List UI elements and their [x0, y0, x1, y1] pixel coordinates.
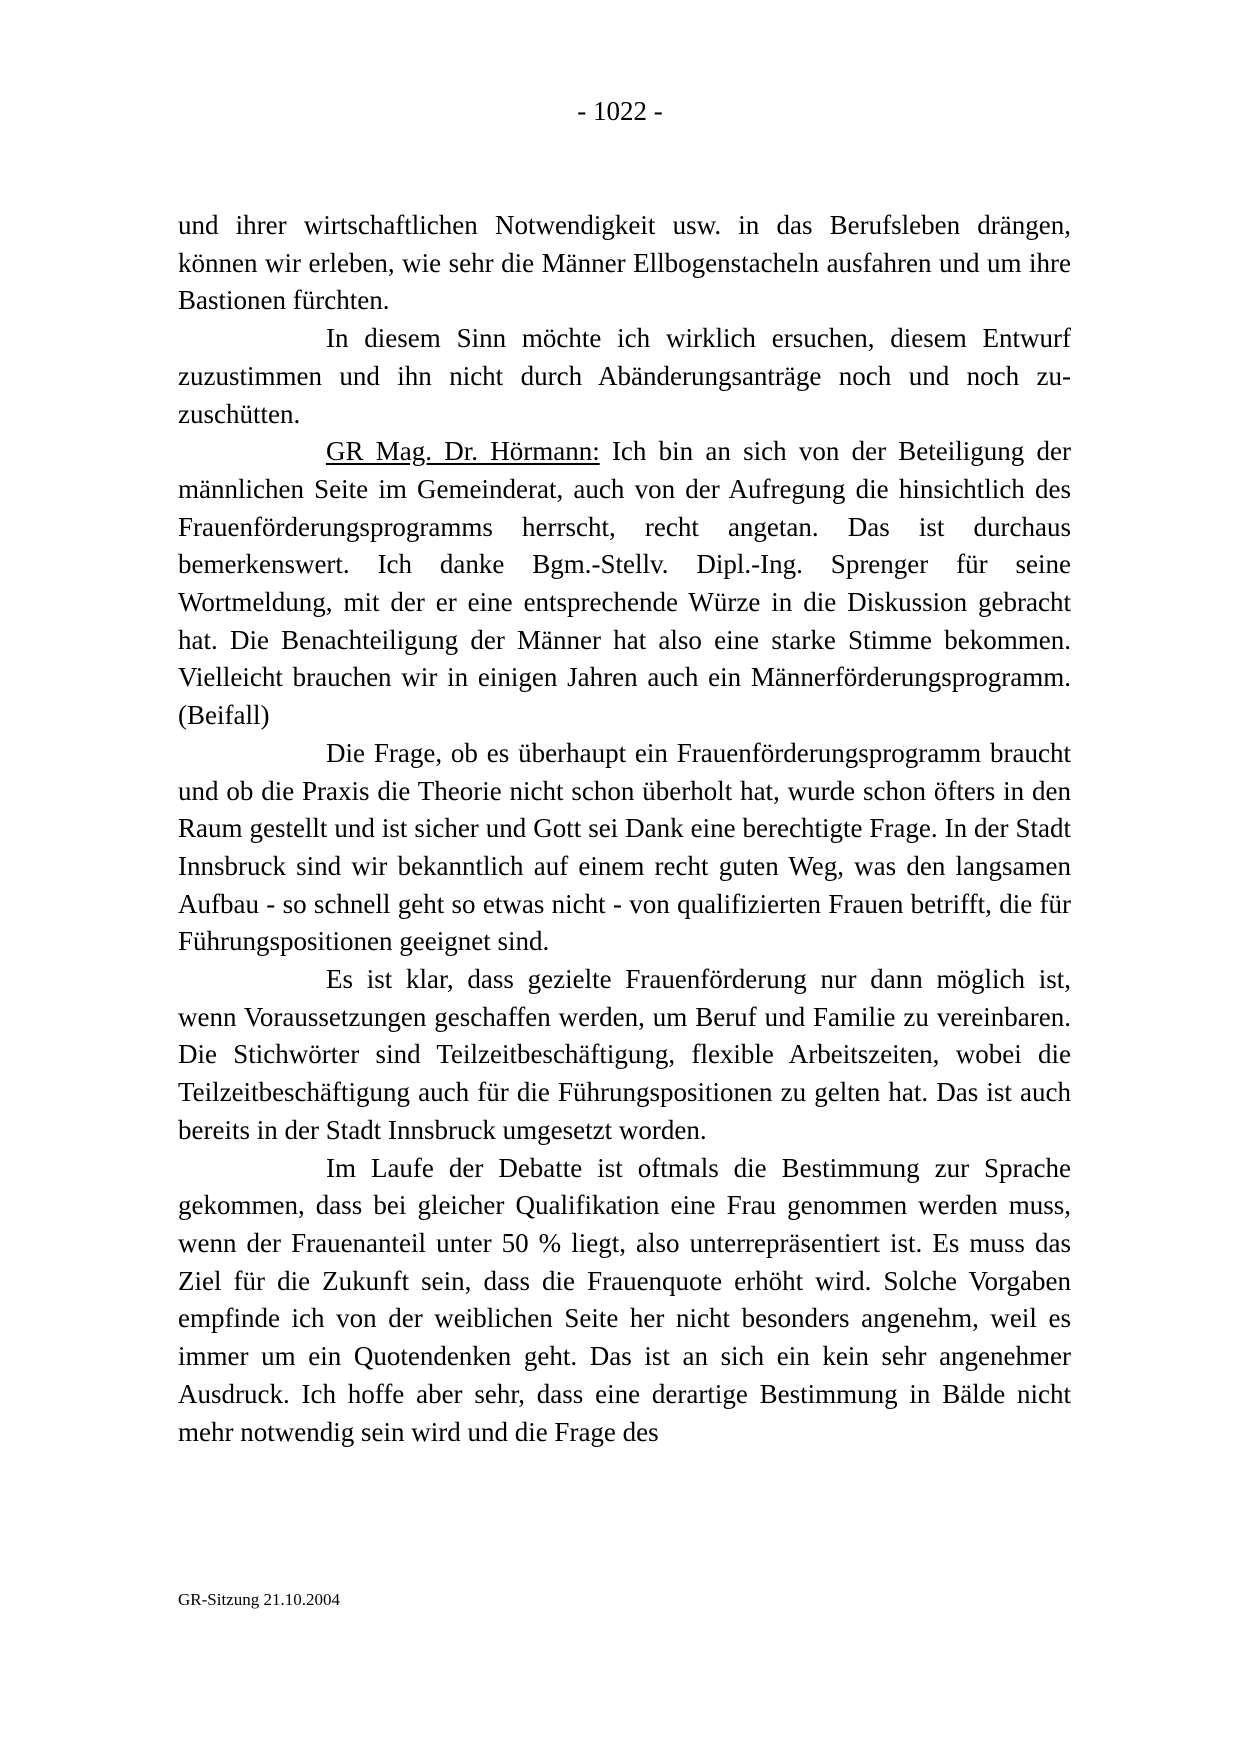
page-number: - 1022 -	[577, 96, 663, 126]
paragraph-3	[178, 433, 1071, 735]
paragraph-text: Im Laufe der Debatte ist oftmals die Bestimmung zur Sprache gekommen, dass bei gleicher Qualifikation eine Frau genommen werden muss, wenn der Frauenanteil unter 50 % liegt, also unterrepräsentiert ist. Es muss das Ziel für die Zukunft sein, dass die Frauenquote erhöht wird. Solche Vorgaben empfinde ich von der weiblichen Seite her nicht besonders angenehm, weil es immer um ein Quotendenken geht. Das ist an sich ein kein sehr angenehmer Ausdruck. Ich hoffe aber sehr, dass eine derartige Bestimmung in Bälde nicht mehr notwendig sein wird und die Frage des	[178, 1152, 1071, 1447]
paragraph-text: Die Frage, ob es überhaupt ein Frauenförderungsprogramm braucht und ob die Praxis die Theorie nicht schon überholt hat, wurde schon öfters in den Raum gestellt und ist sicher und Gott sei Dank eine berechtigte Frage. In der Stadt Innsbruck sind wir bekanntlich auf einem recht guten Weg, was den langsamen Aufbau - so schnell geht so etwas nicht - von qualifizierten Frauen betrifft, die für Führungspositionen geeignet sind.	[178, 737, 1071, 957]
paragraph-6	[178, 1150, 1071, 1452]
paragraph-4	[178, 735, 1071, 961]
paragraph-text: und ihrer wirtschaftlichen Notwendigkeit usw. in das Berufsleben drängen, können wir erleben, wie sehr die Männer Ellbogenstacheln ausfahren und um ihre Bastionen fürchten.	[178, 210, 1071, 316]
footer-session-date: GR-Sitzung 21.10.2004	[178, 1590, 340, 1609]
paragraph-text: Ich bin an sich von der Beteiligung der männlichen Seite im Gemeinderat, auch von der Aufregung die hinsichtlich des Frauenförderungsprogramms herrscht, recht angetan. Das ist durchaus bemerkenswert. Ich danke Bgm.-Stellv. Dipl.-Ing. Sprenger für seine Wortmeldung, mit der er eine entsprechende Würze in die Diskussion gebracht hat. Die Benachteiligung der Männer hat also eine starke Stimme bekommen. Vielleicht brauchen wir in einigen Jahren auch ein Männerförderungsprogramm. (Beifall)	[178, 436, 1071, 731]
paragraph-2	[178, 320, 1071, 433]
paragraph-1	[178, 207, 1071, 320]
paragraph-text: In diesem Sinn möchte ich wirklich ersuchen, diesem Entwurf zuzustimmen und ihn nicht durch Abänderungsanträge noch und noch zuzuschütten.	[178, 323, 1071, 429]
paragraph-5	[178, 961, 1071, 1150]
document-body	[178, 207, 1071, 1451]
speaker-name: GR Mag. Dr. Hörmann:	[326, 436, 600, 467]
paragraph-text: Es ist klar, dass gezielte Frauenförderung nur dann möglich ist, wenn Voraussetzungen geschaffen werden, um Beruf und Familie zu vereinbaren. Die Stichwörter sind Teilzeitbeschäftigung, flexible Arbeitszeiten, wobei die Teilzeitbeschäftigung auch für die Führungspositionen zu gelten hat. Das ist auch bereits in der Stadt Innsbruck umgesetzt worden.	[178, 964, 1071, 1145]
